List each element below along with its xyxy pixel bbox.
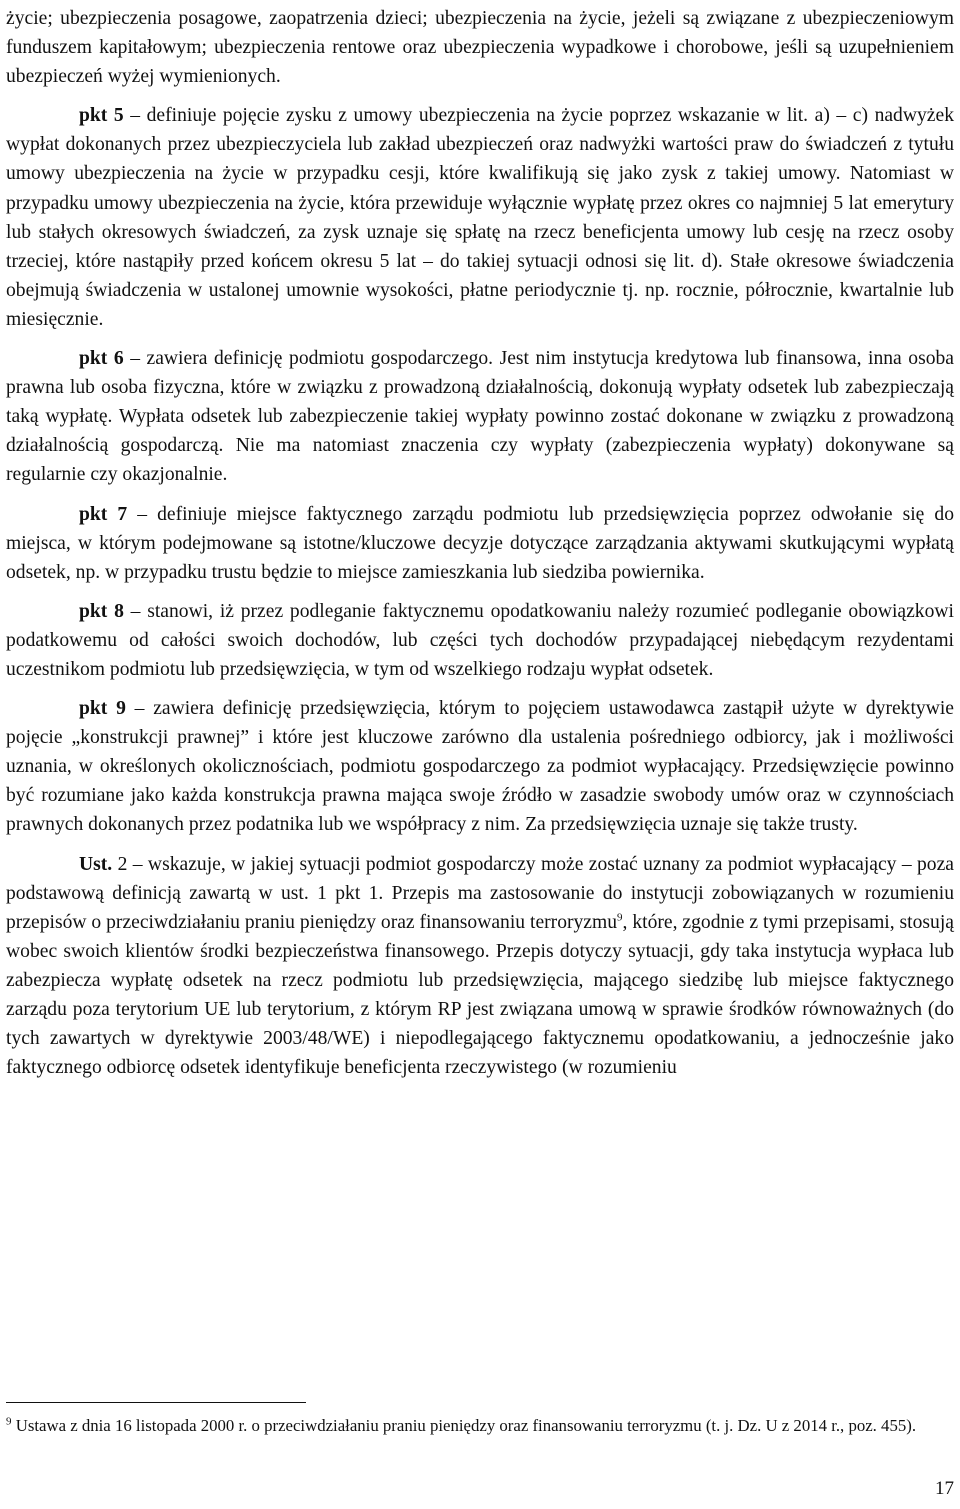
paragraph-text: – zawiera definicję przedsięwzięcia, którym to pojęciem ustawodawca zastąpił użyte w dyrektywie pojęcie „konstrukcji prawnej” i które jest kluczowe zarówno dla ustalenia pośredniego odbiorcy, jak i możliwości uznania, w określonych okolicznościach, podmiotu gospodarczego za podmiot wypłacający. Przedsięwzięcie powinno być rozumiane jako każda konstrukcja prawna mająca swoje źródło w zasadzie swobody umów oraz w czynnościach prawnych dokonanych przez podatnika lub we współpracy z nim. Za przedsięwzięcia uznaje się także trusty. (6, 698, 954, 836)
footnote-reference[interactable]: 9 (617, 911, 623, 924)
paragraph-text: – stanowi, iż przez podleganie faktycznemu opodatkowaniu należy rozumieć podleganie obowiązkowi podatkowemu od całości swoich dochodów, lub części tych dochodów przypadającej niebędącym rezydentami uczestnikom podmiotu lub przedsięwzięcia, w tym od wszelkiego rodzaju wypłat odsetek. (6, 600, 954, 680)
point-label: pkt 7 (79, 503, 128, 525)
paragraph-pkt-9 (6, 694, 954, 839)
paragraph-text: – definiuje miejsce faktycznego zarządu podmiotu lub przedsięwzięcia poprzez odwołanie się do miejsca, w którym podejmowane są istotne/kluczowe decyzje dotyczące zarządzania aktywami skutkującymi wypłatą odsetek, np. w przypadku trustu będzie to miejsce zamieszkania lub siedziba powiernika. (6, 503, 954, 583)
point-label: pkt 9 (79, 698, 126, 720)
page-number: 17 (935, 1478, 954, 1499)
paragraph-insurance-types (6, 4, 954, 91)
paragraph-pkt-5 (6, 101, 954, 334)
footnote-separator (6, 1402, 306, 1403)
section-label: Ust. (79, 853, 113, 875)
footnote (6, 1413, 954, 1438)
point-label: pkt 8 (79, 600, 124, 622)
document-page (6, 4, 954, 1082)
paragraph-text: 2 – wskazuje, w jakiej sytuacji podmiot gospodarczy może zostać uznany za podmiot wypłacający – poza podstawową definicją zawartą w ust. 1 pkt 1. Przepis ma zastosowanie do instytucji zobowiązanych w rozumieniu przepisów o przeciwdziałaniu praniu pieniędzy oraz finansowaniu terroryzmu (6, 853, 954, 933)
paragraph-text: – definiuje pojęcie zysku z umowy ubezpieczenia na życie poprzez wskazanie w lit. a) – c) nadwyżek wypłat dokonanych przez ubezpieczyciela lub zakład ubezpieczeń oraz nadwyżki wartości praw do świadczeń z tytułu umowy ubezpieczenia na życie w przypadku cesji, które kwalifikują się jako zysk z takiej umowy. Natomiast w przypadku umowy ubezpieczenia na życie, która przewiduje wyłącznie wypłatę przez okres co najmniej 5 lat emerytury lub stałych okresowych świadczeń, za zysk uznaje się spłatę na rzecz beneficjenta umowy lub cesję na rzecz osoby trzeciej, które nastąpiły przed końcem okresu 5 lat – do takiej sytuacji odnosi się lit. d). Stałe okresowe świadczenia obejmują świadczenia w ustalonej umownie wysokości, płatne periodycznie tj. np. rocznie, półrocznie, kwartalnie lub miesięcznie. (6, 105, 954, 330)
footnote-number: 9 (6, 1415, 12, 1428)
paragraph-text-continued: , które, zgodnie z tymi przepisami, stosują wobec swoich klientów środki bezpieczeństwa finansowego. Przepis dotyczy sytuacji, gdy taka instytucja wypłaca lub zabezpiecza wypłatę odsetek na rzecz podmiotu lub przedsięwzięcia, mającego siedzibę lub miejsce faktycznego zarządu poza terytorium UE lub terytorium, z którym RP jest związana umową w sprawie środków równoważnych (do tych zawartych w dyrektywie 2003/48/WE) i niepodlegającego faktycznemu opodatkowaniu, a jednocześnie jako faktycznego odbiorcę odsetek identyfikuje beneficjenta rzeczywistego (w rozumieniu (6, 911, 954, 1079)
paragraph-ust-2 (6, 850, 954, 1083)
paragraph-text: życie; ubezpieczenia posagowe, zaopatrzenia dzieci; ubezpieczenia na życie, jeżeli są związane z ubezpieczeniowym funduszem kapitałowym; ubezpieczenia rentowe oraz ubezpieczenia wypadkowe i chorobowe, jeśli są uzupełnieniem ubezpieczeń wyżej wymienionych. (6, 8, 954, 88)
paragraph-pkt-8 (6, 597, 954, 684)
paragraph-text: – zawiera definicję podmiotu gospodarczego. Jest nim instytucja kredytowa lub finansowa, inna osoba prawna lub osoba fizyczna, które w związku z prowadzoną działalnością, dokonują wypłaty odsetek lub zabezpieczają taką wypłatę. Wypłata odsetek lub zabezpieczenie takiej wypłaty powinno zostać dokonane w związku z prowadzoną działalnością gospodarczą. Nie ma natomiast znaczenia czy wypłaty (zabezpieczenia wypłaty) dokonywane są regularnie czy okazjonalnie. (6, 348, 954, 486)
footnote-text: Ustawa z dnia 16 listopada 2000 r. o przeciwdziałaniu praniu pieniędzy oraz finansowaniu terroryzmu (t. j. Dz. U z 2014 r., poz. 455). (11, 1416, 917, 1435)
paragraph-pkt-7 (6, 500, 954, 587)
point-label: pkt 5 (79, 105, 124, 127)
paragraph-pkt-6 (6, 344, 954, 489)
point-label: pkt 6 (79, 348, 124, 370)
